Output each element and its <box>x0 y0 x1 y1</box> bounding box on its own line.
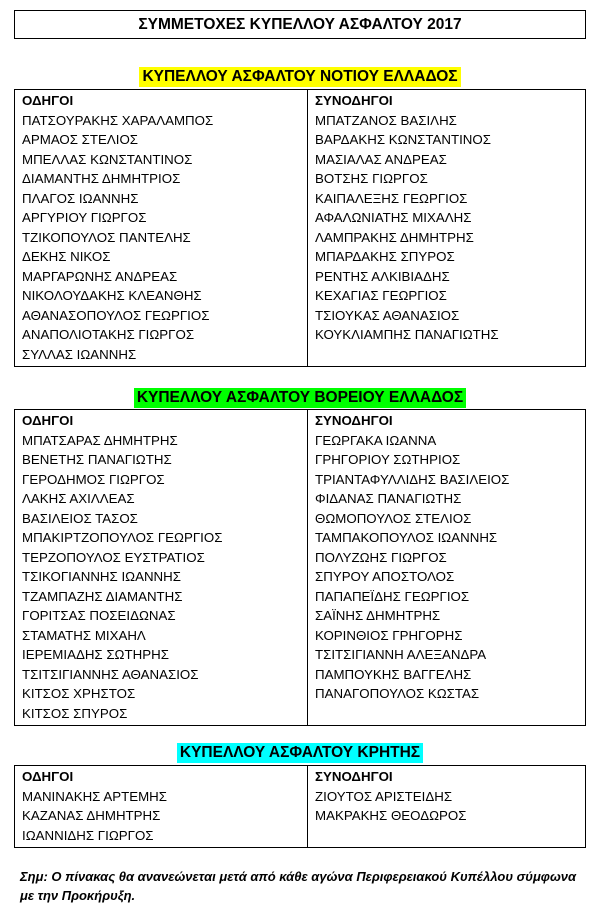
drivers-header: ΟΔΗΓΟΙ <box>22 769 74 784</box>
name-entry: ΤΣΙΤΣΙΓΙΑΝΝΗ ΑΛΕΞΑΝΔΡΑ <box>315 647 487 662</box>
name-entry: ΓΡΗΓΟΡΙΟΥ ΣΩΤΗΡΙΟΣ <box>315 452 461 467</box>
name-entry: ΚΑΖΑΝΑΣ ΔΗΜΗΤΡΗΣ <box>22 808 161 823</box>
name-entry: ΚΑΙΠΑΛΕΞΗΣ ΓΕΩΡΓΙΟΣ <box>315 190 468 206</box>
name-entry: ΤΡΙΑΝΤΑΦΥΛΛΙΔΗΣ ΒΑΣΙΛΕΙΟΣ <box>315 471 510 487</box>
codrivers-column <box>308 90 586 367</box>
name-entry: ΜΑΝΙΝΑΚΗΣ ΑΡΤΕΜΗΣ <box>22 788 167 804</box>
name-entry: ΑΝΑΠΟΛΙΟΤΑΚΗΣ ΓΙΩΡΓΟΣ <box>22 327 195 342</box>
name-entry: ΣΠΥΡΟΥ ΑΠΟΣΤΟΛΟΣ <box>315 569 455 584</box>
name-entry: ΔΙΑΜΑΝΤΗΣ ΔΗΜΗΤΡΙΟΣ <box>22 171 181 186</box>
name-entry: ΒΑΡΔΑΚΗΣ ΚΩΝΣΤΑΝΤΙΝΟΣ <box>315 132 491 147</box>
name-entry: ΤΣΙΚΟΓΙΑΝΝΗΣ ΙΩΑΝΝΗΣ <box>22 569 181 584</box>
name-entry: ΤΣΙΤΣΙΓΙΑΝΝΗΣ ΑΘΑΝΑΣΙΟΣ <box>22 666 199 682</box>
name-entry: ΜΑΣΙΑΛΑΣ ΑΝΔΡΕΑΣ <box>315 151 447 167</box>
name-entry: ΠΑΜΠΟΥΚΗΣ ΒΑΓΓΕΛΗΣ <box>315 666 472 682</box>
name-entry: ΚΕΧΑΓΙΑΣ ΓΕΩΡΓΙΟΣ <box>315 288 447 303</box>
name-entry: ΙΩΑΝΝΙΔΗΣ ΓΙΩΡΓΟΣ <box>22 827 154 843</box>
name-entry: ΑΡΓΥΡΙΟΥ ΓΙΩΡΓΟΣ <box>22 210 147 225</box>
section-heading-crete <box>0 743 600 763</box>
name-entry: ΚΙΤΣΟΣ ΧΡΗΣΤΟΣ <box>22 686 136 701</box>
codrivers-header: ΣΥΝΟΔΗΓΟΙ <box>315 413 393 428</box>
codrivers-list <box>315 431 585 704</box>
name-entry: ΡΕΝΤΗΣ ΑΛΚΙΒΙΑΔΗΣ <box>315 268 450 284</box>
name-entry: ΠΑΤΣΟΥΡΑΚΗΣ ΧΑΡΑΛΑΜΠΟΣ <box>22 112 214 128</box>
roster-table-south <box>14 89 586 367</box>
document-title: ΣΥΜΜΕΤΟΧΕΣ ΚΥΠΕΛΛΟΥ ΑΣΦΑΛΤΟΥ 2017 <box>14 10 586 39</box>
name-entry: ΙΕΡΕΜΙΑΔΗΣ ΣΩΤΗΡΗΣ <box>22 647 169 662</box>
name-entry: ΚΟΡΙΝΘΙΟΣ ΓΡΗΓΟΡΗΣ <box>315 627 463 643</box>
name-entry: ΑΡΜΑΟΣ ΣΤΕΛΙΟΣ <box>22 132 139 147</box>
name-entry: ΤΑΜΠΑΚΟΠΟΥΛΟΣ ΙΩΑΝΝΗΣ <box>315 530 498 545</box>
drivers-list <box>22 787 307 846</box>
roster-table-north <box>14 409 586 726</box>
codrivers-list <box>315 111 585 345</box>
drivers-column <box>15 90 308 367</box>
name-entry: ΣΥΛΛΑΣ ΙΩΑΝΝΗΣ <box>22 346 137 362</box>
section-heading-south <box>0 67 600 87</box>
drivers-column <box>15 766 308 848</box>
name-entry: ΛΑΚΗΣ ΑΧΙΛΛΕΑΣ <box>22 491 135 506</box>
name-entry: ΛΑΜΠΡΑΚΗΣ ΔΗΜΗΤΡΗΣ <box>315 229 474 245</box>
codrivers-list <box>315 787 585 826</box>
name-entry: ΓΟΡΙΤΣΑΣ ΠΟΣΕΙΔΩΝΑΣ <box>22 608 176 623</box>
name-entry: ΣΤΑΜΑΤΗΣ ΜΙΧΑΗΛ <box>22 627 146 643</box>
name-entry: ΚΟΥΚΛΙΑΜΠΗΣ ΠΑΝΑΓΙΩΤΗΣ <box>315 327 499 342</box>
name-entry: ΜΑΡΓΑΡΩΝΗΣ ΑΝΔΡΕΑΣ <box>22 268 178 284</box>
name-entry: ΑΘΑΝΑΣΟΠΟΥΛΟΣ ΓΕΩΡΓΙΟΣ <box>22 307 210 323</box>
footnote: Σημ: Ο πίνακας θα ανανεώνεται μετά από κάθε αγώνα Περιφερειακού Κυπέλλου σύμφωνα με την Προκήρυξη. <box>20 869 577 903</box>
name-entry: ΒΑΣΙΛΕΙΟΣ ΤΑΣΟΣ <box>22 510 138 526</box>
name-entry: ΠΛΑΓΟΣ ΙΩΑΝΝΗΣ <box>22 190 139 206</box>
name-entry: ΜΠΑΤΖΑΝΟΣ ΒΑΣΙΛΗΣ <box>315 112 457 128</box>
section-heading-label: ΚΥΠΕΛΛΟΥ ΑΣΦΑΛΤΟΥ ΚΡΗΤΗΣ <box>177 743 423 763</box>
drivers-header: ΟΔΗΓΟΙ <box>22 413 74 428</box>
name-entry: ΜΑΚΡΑΚΗΣ ΘΕΟΔΩΡΟΣ <box>315 808 467 823</box>
name-entry: ΓΕΩΡΓΑΚΑ ΙΩΑΝΝΑ <box>315 432 437 448</box>
drivers-column <box>15 410 308 726</box>
name-entry: ΜΠΑΚΙΡΤΖΟΠΟΥΛΟΣ ΓΕΩΡΓΙΟΣ <box>22 530 223 545</box>
name-entry: ΖΙΟΥΤΟΣ ΑΡΙΣΤΕΙΔΗΣ <box>315 788 453 804</box>
name-entry: ΜΠΑΤΣΑΡΑΣ ΔΗΜΗΤΡΗΣ <box>22 432 178 448</box>
codrivers-column <box>308 766 586 848</box>
drivers-list <box>22 431 307 724</box>
name-entry: ΤΕΡΖΟΠΟΥΛΟΣ ΕΥΣΤΡΑΤΙΟΣ <box>22 549 205 565</box>
name-entry: ΒΟΤΣΗΣ ΓΙΩΡΓΟΣ <box>315 171 428 186</box>
codrivers-column <box>308 410 586 726</box>
name-entry: ΣΑΪΝΗΣ ΔΗΜΗΤΡΗΣ <box>315 608 441 623</box>
drivers-header: ΟΔΗΓΟΙ <box>22 93 74 108</box>
section-heading-label: ΚΥΠΕΛΛΟΥ ΑΣΦΑΛΤΟΥ ΝΟΤΙΟΥ ΕΛΛΑΔΟΣ <box>139 67 460 87</box>
name-entry: ΘΩΜΟΠΟΥΛΟΣ ΣΤΕΛΙΟΣ <box>315 510 472 526</box>
name-entry: ΚΙΤΣΟΣ ΣΠΥΡΟΣ <box>22 705 128 721</box>
name-entry: ΜΠΑΡΔΑΚΗΣ ΣΠΥΡΟΣ <box>315 249 455 264</box>
name-entry: ΠΑΝΑΓΟΠΟΥΛΟΣ ΚΩΣΤΑΣ <box>315 686 480 701</box>
name-entry: ΒΕΝΕΤΗΣ ΠΑΝΑΓΙΩΤΗΣ <box>22 452 172 467</box>
name-entry: ΜΠΕΛΛΑΣ ΚΩΝΣΤΑΝΤΙΝΟΣ <box>22 151 193 167</box>
codrivers-header: ΣΥΝΟΔΗΓΟΙ <box>315 769 393 784</box>
codrivers-header: ΣΥΝΟΔΗΓΟΙ <box>315 93 393 108</box>
name-entry: ΦΙΔΑΝΑΣ ΠΑΝΑΓΙΩΤΗΣ <box>315 491 462 506</box>
name-entry: ΤΖΙΚΟΠΟΥΛΟΣ ΠΑΝΤΕΛΗΣ <box>22 229 191 245</box>
drivers-list <box>22 111 307 365</box>
section-heading-label: ΚΥΠΕΛΛΟΥ ΑΣΦΑΛΤΟΥ ΒΟΡΕΙΟΥ ΕΛΛΑΔΟΣ <box>134 388 466 408</box>
name-entry: ΑΦΑΛΩΝΙΑΤΗΣ ΜΙΧΑΛΗΣ <box>315 210 472 225</box>
name-entry: ΠΟΛΥΖΩΗΣ ΓΙΩΡΓΟΣ <box>315 549 447 565</box>
name-entry: ΤΖΑΜΠΑΖΗΣ ΔΙΑΜΑΝΤΗΣ <box>22 588 183 604</box>
name-entry: ΝΙΚΟΛΟΥΔΑΚΗΣ ΚΛΕΑΝΘΗΣ <box>22 288 202 303</box>
name-entry: ΓΕΡΟΔΗΜΟΣ ΓΙΩΡΓΟΣ <box>22 471 165 487</box>
section-heading-north <box>0 388 600 408</box>
name-entry: ΠΑΠΑΠΕΪΔΗΣ ΓΕΩΡΓΙΟΣ <box>315 588 470 604</box>
name-entry: ΔΕΚΗΣ ΝΙΚΟΣ <box>22 249 111 264</box>
roster-table-crete <box>14 765 586 848</box>
name-entry: ΤΣΙΟΥΚΑΣ ΑΘΑΝΑΣΙΟΣ <box>315 307 460 323</box>
